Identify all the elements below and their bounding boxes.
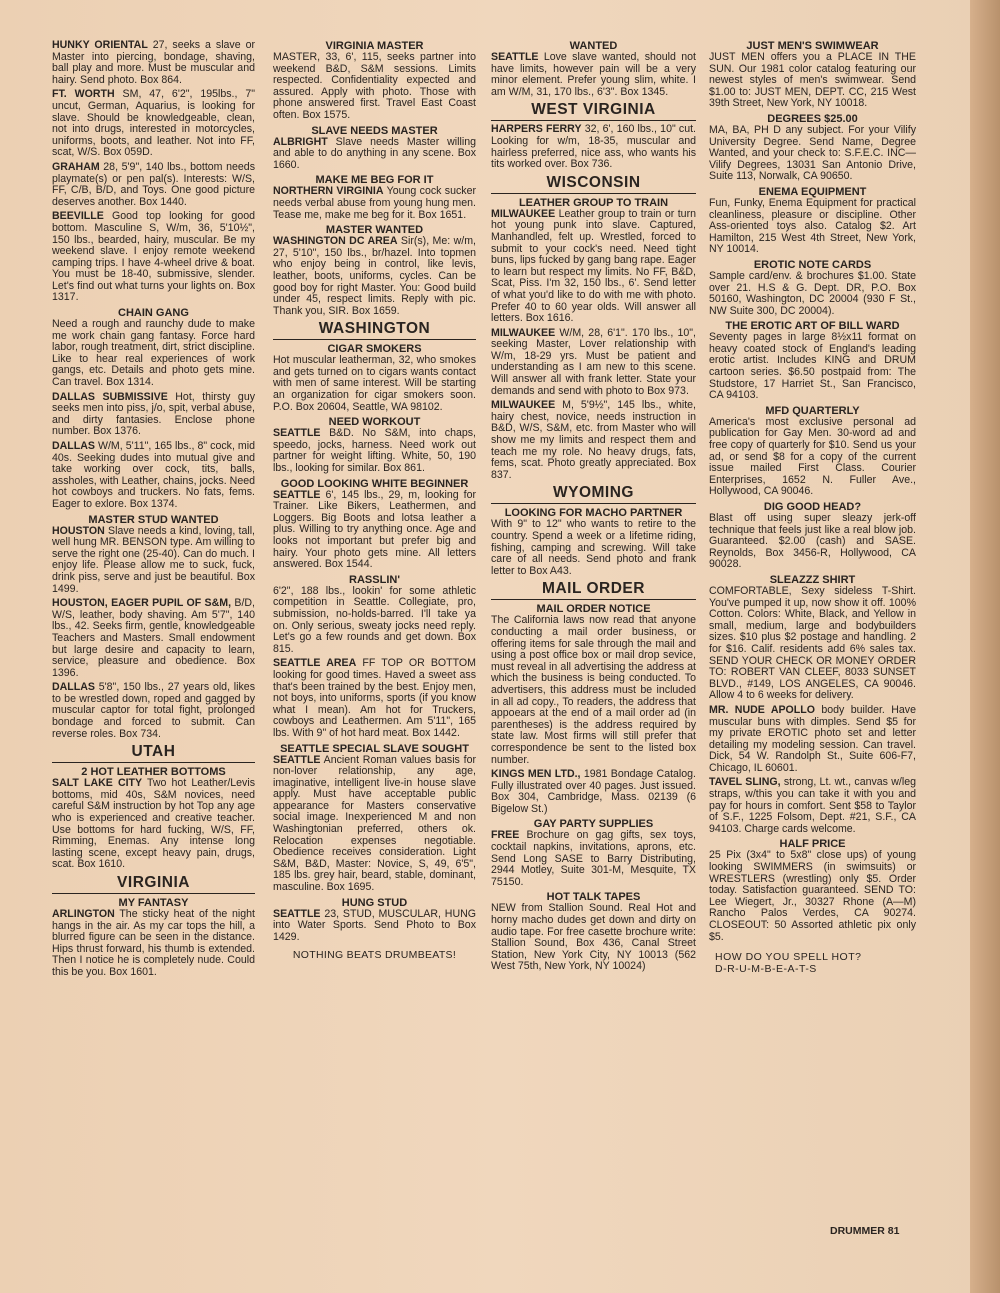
section-heading: WYOMING xyxy=(491,484,696,504)
classified-ad xyxy=(491,124,696,170)
ad-headline: VIRGINIA MASTER xyxy=(325,40,424,52)
column-4 xyxy=(709,40,916,975)
classified-ad xyxy=(273,125,476,172)
ad-lead: DALLAS SUBMISSIVE xyxy=(52,390,168,403)
ad-lead: TAVEL SLING, xyxy=(709,776,781,789)
section-heading: MAIL ORDER xyxy=(491,580,696,600)
ad-lead: SEATTLE AREA xyxy=(273,657,357,670)
ad-lead: SEATTLE xyxy=(491,51,539,63)
classified-ad xyxy=(491,328,696,398)
ad-headline: MASTER STUD WANTED xyxy=(88,513,219,526)
classified-ad xyxy=(491,507,696,577)
ad-body: The California laws now read that anyone conducting a mail order business, or offering items for sale through the mail and using a post office box or mail drop sevice, must reveal in all advertising the address at which the business is being conducted. To advertisers, this address must be included in all ad copy., To readers, the address that appoears at the end of a mail order ad (in parentheses) is the address required by state law. Most firms will still prefer that correspondence be sent to the listed box number. xyxy=(491,614,696,766)
ad-body: B&D. No S&M, into chaps, speedo, jocks, harness. Need work out partner for weight lifting. White, 50, 190 lbs., looking for similar. Box 861. xyxy=(273,427,476,475)
ad-headline: MFD QUARTERLY xyxy=(765,404,860,417)
ad-lead: GRAHAM xyxy=(52,160,100,173)
ad-headline: GAY PARTY SUPPLIES xyxy=(533,818,654,831)
classified-ad xyxy=(709,186,916,256)
ad-body: Hot, thirsty guy seeks men into piss, j/o, spit, verbal abuse, and dirty fantasies. Enclose phone number. Box 1376. xyxy=(52,390,255,438)
ad-body: JUST MEN offers you a PLACE IN THE SUN. Our 1981 color catalog featuring our newest styles of men's swimwear. Send $1.00 to: JUST MEN, DEPT. CC, 215 West 39th Street, New York, NY 10018. xyxy=(709,51,916,110)
classified-ad xyxy=(709,501,916,571)
ad-headline: GOOD LOOKING WHITE BEGINNER xyxy=(280,477,469,490)
ad-body: The sticky heat of the night hangs in the air. As my car tops the hill, a blurred figure can be seen in the distance. Hips thrust forward, his thumb is extended. Then I notice he is completely nude. Could this be you. Box 1601. xyxy=(52,908,255,978)
section-heading: WASHINGTON xyxy=(273,320,476,340)
classified-ad xyxy=(709,777,916,835)
ad-body: body builder. Have muscular buns with dimples. Send $5 for my private EROTIC photo set and letter detailing my modeling session. Can travel. Dick, 54 W. Randolph St., Suite 606-F7, Chicago, IL 60601. xyxy=(709,703,916,774)
ad-headline: ENEMA EQUIPMENT xyxy=(758,185,867,198)
ad-headline: HUNG STUD xyxy=(341,896,408,909)
ad-lead: HARPERS FERRY xyxy=(491,123,582,136)
ad-body: Good top looking for good bottom. Masculine S, W/m, 36, 5'10½", 150 lbs., bearded, hairy, muscular. Be my weekend slave. I enjoy remote weekend camping trips. I have 4-wheel drive & boat. You must be 18-40, submissive, slender. Let's find out what turns your lights on. Box 1317. xyxy=(52,210,255,304)
ad-lead: KINGS MEN LTD., xyxy=(491,768,581,781)
ad-headline: LEATHER GROUP TO TRAIN xyxy=(518,196,669,209)
ad-body: Hot muscular leatherman, 32, who smokes and gets turned on to cigars wants contact with men of same interest. Will be starting an organization for cigar smokers soon. P.O. Box 20604, Seattle, WA 98102. xyxy=(273,354,476,413)
classified-ad xyxy=(491,400,696,481)
classified-ad xyxy=(709,320,916,402)
ad-body: Fun, Funky, Enema Equipment for practical cleanliness, pleasure or discipline. Other Ass-oriented toys also. Catalog $2. Art Hamilton, 215 West 4th Street, New York, NY 10014. xyxy=(709,196,916,256)
classified-ad xyxy=(52,766,255,871)
ad-lead: ALBRIGHT xyxy=(273,135,328,148)
ad-body: FF TOP OR BOTTOM looking for good times. Haved a sweet ass that's been trained by the best. Enjoy men, not boys, into uniforms, sports (if you know what I mean). Am hot for Truckers, cowboys and Leathermen. Am 5'11", 165 lbs. With 9" of hot hard meat. Box 1442. xyxy=(273,657,476,739)
classified-ad xyxy=(273,478,476,571)
ad-body: 1981 Bondage Catalog. Fully illustrated over 40 pages. Just issued. Box 304, Cambridge, Mass. 02139 (6 Bigelow St.) xyxy=(491,768,696,815)
ad-body: 6', 145 lbs., 29, m, looking for Trainer. Like Bikers, Leathermen, and Loggers. Big Boots and lotsa leather a plus. Willing to try anything once. Age and looks not important but prefer big and hairy. Your photo gets mine. All letters answered. Box 1544. xyxy=(273,488,476,571)
section-heading: VIRGINIA xyxy=(52,874,255,894)
section-heading: WISCONSIN xyxy=(491,174,696,194)
ad-headline: THE EROTIC ART OF BILL WARD xyxy=(725,320,900,333)
ad-headline: MY FANTASY xyxy=(118,897,189,909)
classified-ad xyxy=(491,197,696,325)
classified-ad xyxy=(709,838,916,943)
classified-ad xyxy=(52,89,255,159)
ad-body: W/M, 28, 6'1". 170 lbs., 10", seeking Master, Lover relationship with W/m, 18-29 yrs. Must be patient and understanding as I am new to this scene. Will answer all with frank letter. State your demands and send with photo to Box 973. xyxy=(491,326,696,397)
ad-lead: MILWAUKEE xyxy=(491,399,556,412)
ad-headline: EROTIC NOTE CARDS xyxy=(753,258,872,271)
ad-headline: LOOKING FOR MACHO PARTNER xyxy=(504,507,683,520)
ad-body: Need a rough and raunchy dude to make me work chain gang fantasy. Force hard labor, rough treatment, dirt, strict discipline. Like to hear real experiences of work gangs, etc. Details and photo gets mine. Can travel. Box 1314. xyxy=(52,318,255,389)
classified-ad xyxy=(709,405,916,498)
ad-headline: JUST MEN'S SWIMWEAR xyxy=(746,40,879,52)
section-heading: UTAH xyxy=(52,743,255,763)
ad-body: MASTER, 33, 6', 115, seeks partner into weekend B&D, S&M sessions. Limits respected. Confidentiality expected and assured. Apply with photo. Those with phone answered first. Travel East Coast often. Box 1575. xyxy=(273,51,476,121)
ad-headline: WANTED xyxy=(569,40,618,52)
ad-body: 5'8", 150 lbs., 27 years old, likes to be wrestled down, roped and gagged by muscular captor for total fight, prolonged bondage and forced to submit. Can reverse roles. Box 734. xyxy=(52,681,255,740)
classified-ad xyxy=(709,705,916,775)
ad-body: B/D, W/S, leather, body shaving. Am 5'7", 140 lbs., 42. Seeks firm, gentle, knowledgeable Teachers and Masters. Small endowment but large desire and capacity to learn, service, pleasure and obedience. Box 1396. xyxy=(52,597,255,679)
ad-headline: SLAVE NEEDS MASTER xyxy=(311,124,438,137)
ad-body: Blast off using super sleazy jerk-off technique that feels just like a real blow job. Guaranteed. $2.00 (cash) and SASE. Reynolds, Box 3456-R, Hollywood, CA 90028. xyxy=(709,512,916,571)
ad-lead: SEATTLE xyxy=(273,488,321,501)
classified-ad xyxy=(491,40,696,98)
classified-ad xyxy=(491,891,696,973)
classified-ad xyxy=(491,818,696,888)
ad-lead: DALLAS xyxy=(52,681,95,694)
ad-body: Two hot Leather/Levis bottoms, mid 40s, S&M novices, need careful S&M instruction by hot Top any age who is experienced and creative teacher. Use bottoms for hard fucking, W/S, FF, Rimming, Enemas. Any intense long lasting scene, except heavy pain, drugs, scat. Box 1610. xyxy=(52,777,255,871)
ad-body: Leather group to train or turn hot young punk into slave. Captured, Manhandled, felt up. Wrestled, forced to submit to your cock's need. Need tight buns, lips fucked by gang bang rape. Eager to learn but respect my limits. No FF, B&D, Scat, Piss. I'm 32, 150 lbs., 6'. Send letter of what you'd like to do with me with photo. Prefer 40 to 60 year olds. Will answer all letters. Box 1616. xyxy=(491,207,696,325)
classified-ad xyxy=(491,769,696,815)
ad-headline: CHAIN GANG xyxy=(118,307,189,320)
ad-body: 25 Pix (3x4" to 5x8" close ups) of young looking SWIMMERS (in swimsuits) or WRESTLERS (wrestling) only $5. Order today. Satisfaction guaranteed. SEND TO: Lee Wiegert, Jr., 30327 Rhone (A—M) Rancho Palos Verdes, CA 90274. CLOSEOUT: 50 Assorted athletic pix only $5. xyxy=(709,849,916,943)
ad-lead: FT. WORTH xyxy=(52,88,115,101)
column-footer: NOTHING BEATS DRUMBEATS! xyxy=(292,949,457,962)
ad-lead: FREE xyxy=(491,829,520,842)
ad-body: NEW from Stallion Sound. Real Hot and horny macho dudes get down and dirty on audio tape. For free casette brochure write: Stallion Sound, Box 436, Canal Street Station, New York City, NY 10013 (562 West 75th, New York, NY 10024) xyxy=(491,902,696,973)
classified-ad xyxy=(52,897,255,979)
ad-headline: DEGREES $25.00 xyxy=(767,112,858,125)
ad-body: Slave needs a kind, loving, tall, well hung MR. BENSON type. Am willing to serve the right one (25-40). Can do much. I enjoy life. Please allow me to suck, fuck, drink piss, serve and just be beautiful. Box 1499. xyxy=(52,524,255,595)
ad-body: COMFORTABLE, Sexy sideless T-Shirt. You've pumped it up, now show it off. 100% Cotton. Colors: White, Black, and Yellow in small, medium, large and bodybuilders sizes. $10 plus $2 postage and handling. 2 for $16. Calif. residents add 6% sales tax. SEND YOUR CHECK OR MONEY ORDER TO: ROBERT VAN CLEEF, 8033 SUNSET BLVD., #149, LOS ANGELES, CA 90046. Allow 4 to 6 weeks for delivery. xyxy=(709,584,916,702)
ad-body: Sample card/env. & brochures $1.00. State over 21. H.S & G. Dept. DR, P.O. Box 50160, Washington, DC 20004 (930 F St., NW Suite 300, DC 20004). xyxy=(709,269,916,317)
classified-ad xyxy=(52,682,255,740)
classified-ad xyxy=(273,40,476,122)
ad-body: W/M, 5'11", 165 lbs., 8" cock, mid 40s. Seeking dudes into mutual give and take working over cock, tits, balls, assholes, with Leather, chains, jocks. Need hot cowboys and truckers. No fats, fems. Eager to exlore. Box 1374. xyxy=(52,440,255,510)
ad-lead: BEEVILLE xyxy=(52,210,104,223)
ad-lead: MILWAUKEE xyxy=(491,207,556,220)
ad-lead: SEATTLE xyxy=(273,427,321,440)
ad-headline: 2 HOT LEATHER BOTTOMS xyxy=(81,766,226,779)
ad-body: Sir(s), Me: w/m, 27, 5'10", 150 lbs., br/hazel. Into topmen who enjoy being in control, like levis, leather, boots, uniforms, cycles. Can be good boy for right Master. You: Good build under 45, respect limits. Reply with pic. Thank you, SIR. Box 1659. xyxy=(273,235,476,317)
page-number: DRUMMER 81 xyxy=(830,1225,900,1237)
ad-headline: MASTER WANTED xyxy=(325,224,424,237)
ad-headline: HOT TALK TAPES xyxy=(546,891,641,904)
ad-body: 32, 6', 160 lbs., 10" cut. Looking for w/m, 18-35, muscular and hairless preferred, nice ass, who wants his tits worked over. Box 736. xyxy=(491,123,696,171)
ad-body: 27, seeks a slave or Master into piercing, bondage, shaving, ball play and more. Must be muscular and hairy. Send photo. Box 864. xyxy=(52,40,255,86)
ad-body: Love slave wanted, should not have limits, however pain will be a very minor element. Prefer young slim, white. I am W/M, 31, 170 lbs., 6'3". Box 1345. xyxy=(491,51,696,98)
ad-body: Ancient Roman values basis for non-lover relationship, any age, imaginative, intelligent live-in house slave apply. Must have acceptable public appearance for Masters conservative social image. Inexperienced M and non Washingtonian preferred, others ok. Relocation expenses negotiable. Obedience receives consideration. Light S&M, B&D, Master: Novice, S, 49, 6'5", 185 lbs. grey hair, beard, stable, dominant, masculine. Box 1695. xyxy=(273,753,476,894)
tagline-line: HOW DO YOU SPELL HOT? xyxy=(715,951,862,964)
column-2 xyxy=(273,40,476,961)
ad-body: MA, BA, PH D any subject. For your Vilify University Degree. Send Name, Degree Wanted, and your check to: S.F.E.C. INC—Vilify Degrees, 13031 San Antonio Drive, Suite 113, Norwalk, CA 90650. xyxy=(709,123,916,183)
ad-body: SM, 47, 6'2", 195lbs., 7" uncut, German, Aquarius, is looking for slave. Should be knowledgeable, clean, not into drugs, interested in motorcycles, uniforms, boots, and leather. Not into FF, scat, W/S. Box 059D. xyxy=(52,88,255,159)
tagline-line: D-R-U-M-B-E-A-T-S xyxy=(715,963,817,976)
classified-ad xyxy=(52,514,255,596)
classified-ad xyxy=(273,574,476,656)
ad-lead: MILWAUKEE xyxy=(491,326,556,339)
ad-lead: HOUSTON xyxy=(52,524,105,537)
ad-body: 28, 5'9", 140 lbs., bottom needs playmate(s) or pen pal(s). Interests: W/S, FF, C/B, B/D, and Toys. One good picture deserves another. Box 1440. xyxy=(52,160,255,208)
classified-ad xyxy=(52,392,255,438)
ad-lead: HUNKY ORIENTAL xyxy=(52,40,148,51)
ad-body: strong, Lt. wt., canvas w/leg straps, w/this you can take it with you and pay for hours in comfort. Sent $58 to Taylor of S.F., 1225 Folsom, Dept. #21, S.F., CA 94103. Charge cards welcome. xyxy=(709,776,916,835)
column-3 xyxy=(491,40,696,976)
ad-headline: HALF PRICE xyxy=(779,838,846,851)
ad-lead: ARLINGTON xyxy=(52,908,115,920)
classified-ad xyxy=(273,224,476,317)
ad-headline: MAIL ORDER NOTICE xyxy=(536,603,651,616)
page-edge xyxy=(970,0,1000,1293)
classified-ad xyxy=(273,343,476,413)
ad-headline: CIGAR SMOKERS xyxy=(327,343,422,356)
section-heading: WEST VIRGINIA xyxy=(491,101,696,121)
classified-ad xyxy=(52,441,255,511)
ad-body: Slave needs Master willing and able to do anything in any scene. Box 1660. xyxy=(273,135,476,171)
classified-ad xyxy=(491,603,696,766)
ad-lead: SEATTLE xyxy=(273,753,321,766)
classified-ad xyxy=(709,574,916,702)
ad-lead: SEATTLE xyxy=(273,907,321,920)
classified-ad xyxy=(273,743,476,894)
ad-headline: MAKE ME BEG FOR IT xyxy=(315,174,434,187)
ad-body: With 9" to 12" who wants to retire to the country. Spend a week or a lifetime riding, fishing, camping and screwing. Will take care of all needs. Send photo and frank letter to Box A43. xyxy=(491,518,696,577)
ad-body: 6'2", 188 lbs., lookin' for some athletic competition in Seattle. Collegiate, pro, submission, no-holds-barred. I'll take ya on. Only serious, sweaty jocks need reply. Let's go a few rounds and get down. Box 815. xyxy=(273,584,476,655)
ad-lead: SALT LAKE CITY xyxy=(52,777,143,790)
classified-ad xyxy=(273,897,476,944)
ad-lead: DALLAS xyxy=(52,440,95,452)
classified-ad xyxy=(709,40,916,110)
classified-ad xyxy=(52,162,255,208)
classified-ad xyxy=(273,174,476,221)
ad-lead: WASHINGTON DC AREA xyxy=(273,235,398,248)
ad-headline: DIG GOOD HEAD? xyxy=(763,501,862,513)
classified-ad xyxy=(273,658,476,739)
classified-ad xyxy=(709,113,916,183)
classified-ad xyxy=(52,40,255,86)
classified-ad xyxy=(273,416,476,474)
ad-body: America's most exclusive personal ad publication for Gay Men. 30-word ad and free copy of quarterly for $10. Send us your ad, or send $8 for a copy of the current issue mailed First Class. Courier Enterprises, 1652 N. Fuller Ave., Hollywood, CA 90046. xyxy=(709,415,916,498)
ad-headline: RASSLIN' xyxy=(349,573,400,586)
classified-ad xyxy=(52,307,255,389)
ad-body: Seventy pages in large 8½x11 format on heavy coated stock of England's leading erotic artist. Includes KING and DRUM cartoon series. $6.50 postpaid from: The Studstore, 17 Harriet St., San Francisco, CA 94103. xyxy=(709,331,916,402)
classified-ad xyxy=(709,259,916,317)
ad-headline: SLEAZZZ SHIRT xyxy=(769,573,856,586)
tagline xyxy=(709,951,916,975)
ad-body: M, 5'9½", 145 lbs., white, hairy chest, novice, needs instruction in B&D, W/S, S&M, etc. from Master who will show me my limits and respect them and teach me my role. No heavy drugs, fats, fems, scat. Photo greatly appreciated. Box 837. xyxy=(491,399,696,481)
ad-lead: NORTHERN VIRGINIA xyxy=(273,185,384,198)
ad-lead: MR. NUDE APOLLO xyxy=(709,703,815,716)
column-1 xyxy=(52,40,255,982)
ad-body: 23, STUD, MUSCULAR, HUNG into Water Sports. Send Photo to Box 1429. xyxy=(273,907,476,943)
ad-headline: SEATTLE SPECIAL SLAVE SOUGHT xyxy=(280,742,469,755)
classified-ad xyxy=(52,211,255,304)
ad-body: Brochure on gag gifts, sex toys, cocktail napkins, invitations, aprons, etc. Send Long SASE to Barry Distributing, 2944 Motley, Suite 301-M, Mesquite, TX 75150. xyxy=(491,829,696,888)
classified-ad xyxy=(52,598,255,679)
ad-headline: NEED WORKOUT xyxy=(328,416,421,429)
ad-body: Young cock sucker needs verbal abuse from young hung men. Tease me, make me beg for it. Box 1651. xyxy=(273,185,476,221)
ad-lead: HOUSTON, EAGER PUPIL OF S&M, xyxy=(52,597,232,610)
